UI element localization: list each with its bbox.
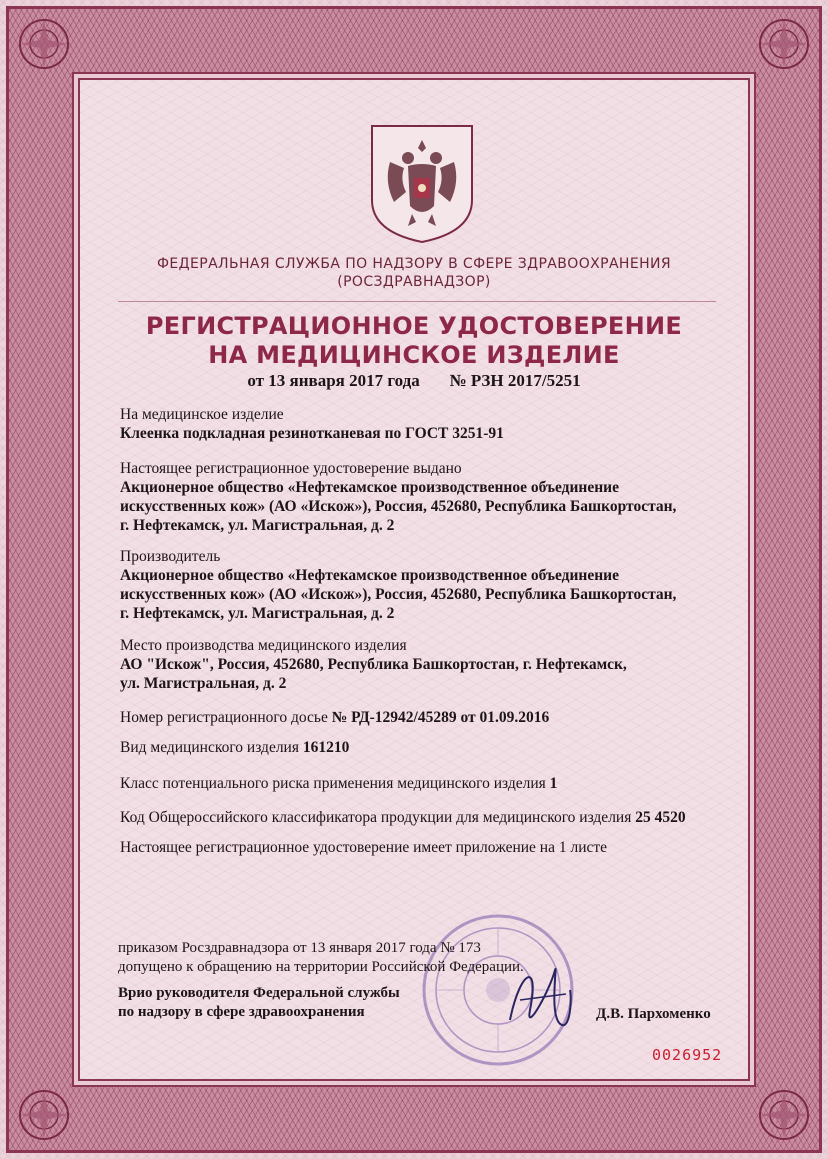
manufacturer-line: искусственных кож» (АО «Искож»), Россия, 452680, Республика Башкортостан, [120, 586, 677, 603]
device-type-label: Вид медицинского изделия [120, 739, 299, 756]
document-subtitle: НА МЕДИЦИНСКОЕ ИЗДЕЛИЕ [208, 341, 620, 369]
signer-title-line: по надзору в сфере здравоохранения [118, 1004, 365, 1020]
issued-to-line: г. Нефтекамск, ул. Магистральная, д. 2 [120, 517, 395, 534]
device-label: На медицинское изделие [120, 406, 284, 423]
signer-title [118, 984, 400, 1022]
okp-code-value: 25 4520 [635, 809, 686, 826]
production-site-line: АО "Искож", Россия, 452680, Республика Башкортостан, г. Нефтекамск, [120, 656, 627, 673]
okp-code-row [120, 808, 760, 827]
risk-class-label: Класс потенциального риска применения медицинского изделия [120, 775, 546, 792]
approval-line: допущено к обращению на территории Российской Федерации. [118, 959, 524, 975]
production-site-line: ул. Магистральная, д. 2 [120, 675, 287, 692]
manufacturer-label: Производитель [120, 548, 221, 565]
registration-number: РЗН 2017/5251 [470, 371, 581, 390]
production-site-section [120, 636, 740, 693]
agency-name: ФЕДЕРАЛЬНАЯ СЛУЖБА ПО НАДЗОРУ В СФЕРЕ ЗДРАВООХРАНЕНИЯ [156, 256, 672, 272]
manufacturer-line: Акционерное общество «Нефтекамское производственное объединение [120, 567, 619, 584]
agency-abbreviation: (РОСЗДРАВНАДЗОР) [337, 274, 491, 290]
risk-class-row [120, 774, 740, 793]
issued-to-line: Акционерное общество «Нефтекамское производственное объединение [120, 479, 619, 496]
manufacturer-section [120, 547, 740, 623]
production-site-label: Место производства медицинского изделия [120, 637, 407, 654]
serial-number: 0026952 [652, 1046, 723, 1064]
divider [118, 301, 716, 302]
device-type-value: 161210 [302, 739, 350, 756]
issued-to-line: искусственных кож» (АО «Искож»), Россия, 452680, Республика Башкортостан, [120, 498, 677, 515]
corner-ornament-icon [754, 14, 814, 74]
dossier-value: № РД-12942/45289 от 01.09.2016 [331, 709, 550, 726]
signer-title-line: Врио руководителя Федеральной службы [118, 985, 400, 1001]
document-title: РЕГИСТРАЦИОННОЕ УДОСТОВЕРЕНИЕ [145, 312, 683, 340]
russian-coat-of-arms-icon [368, 122, 476, 244]
number-sign: № [449, 371, 467, 390]
device-section [120, 405, 740, 443]
issued-to-section [120, 459, 740, 535]
corner-ornament-icon [14, 1085, 74, 1145]
dossier-row [120, 708, 740, 727]
issued-to-label: Настоящее регистрационное удостоверение выдано [120, 460, 462, 477]
order-line: приказом Росздравнадзора от 13 января 2017 года № 173 [118, 940, 481, 956]
device-type-row [120, 738, 740, 757]
handwritten-signature [500, 950, 580, 1040]
issue-date: 13 января 2017 года [268, 371, 420, 390]
signer-name: Д.В. Пархоменко [596, 1006, 711, 1022]
date-number-line [100, 371, 728, 391]
manufacturer-line: г. Нефтекамск, ул. Магистральная, д. 2 [120, 605, 395, 622]
corner-ornament-icon [14, 14, 74, 74]
date-prefix: от [247, 371, 265, 390]
appendix-note: Настоящее регистрационное удостоверение имеет приложение на 1 листе [120, 839, 608, 856]
device-name: Клеенка подкладная резинотканевая по ГОСТ 3251-91 [120, 425, 504, 442]
okp-code-label: Код Общероссийского классификатора продукции для медицинского изделия [120, 809, 632, 826]
risk-class-value: 1 [549, 775, 558, 792]
corner-ornament-icon [754, 1085, 814, 1145]
dossier-label: Номер регистрационного досье [120, 709, 328, 726]
